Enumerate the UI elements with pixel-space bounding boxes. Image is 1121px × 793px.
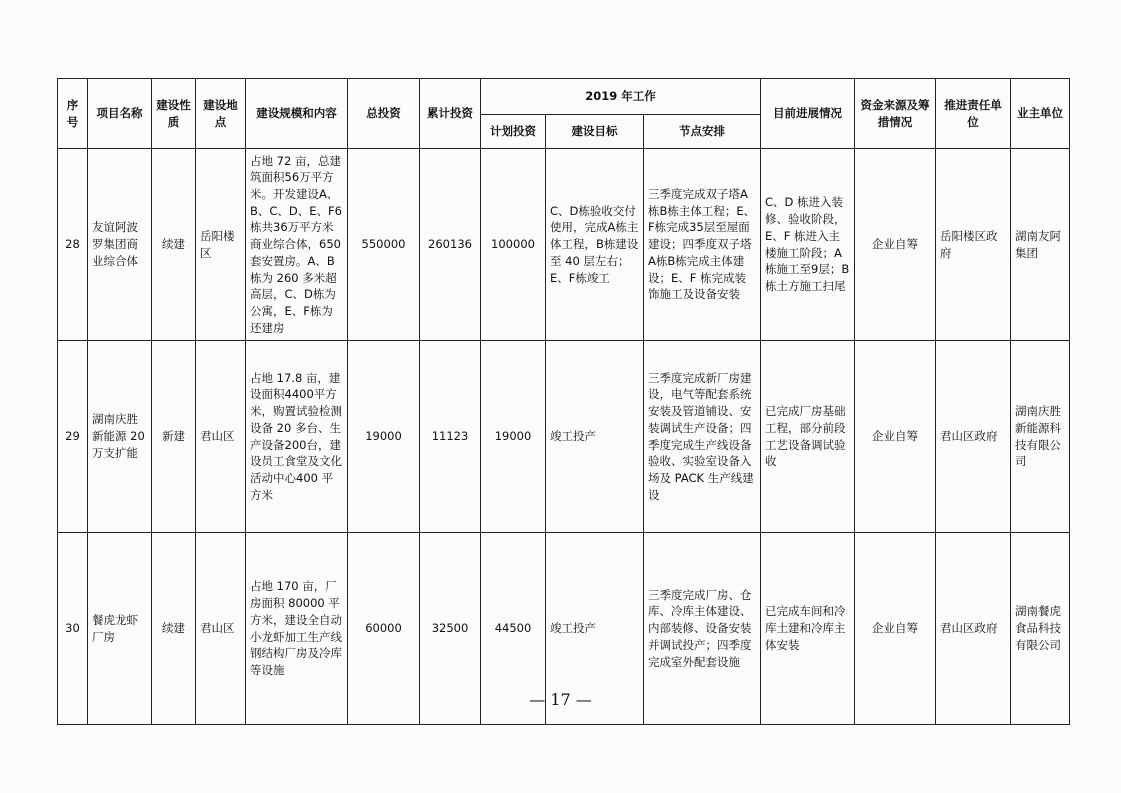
cell-nature: 续建 (152, 149, 196, 341)
header-scale: 建设规模和内容 (246, 79, 348, 149)
cell-responsible: 岳阳楼区政府 (936, 149, 1011, 341)
table-header (58, 79, 1070, 149)
cell-name: 湖南庆胜新能源 20 万支扩能 (88, 341, 152, 533)
cell-plan-invest: 100000 (481, 149, 546, 341)
cell-owner: 湖南庆胜新能源科技有限公司 (1011, 341, 1070, 533)
header-target: 建设目标 (546, 115, 644, 149)
cell-plan-invest: 44500 (481, 533, 546, 725)
header-cumulative: 累计投资 (420, 79, 481, 149)
cell-responsible: 君山区政府 (936, 533, 1011, 725)
cell-name: 餐虎龙虾厂房 (88, 533, 152, 725)
cell-cumulative: 32500 (420, 533, 481, 725)
cell-target: 竣工投产 (546, 533, 644, 725)
cell-progress: 已完成厂房基础工程，部分前段工艺设备调试验收 (761, 341, 855, 533)
cell-funding: 企业自筹 (855, 533, 936, 725)
cell-scale: 占地 170 亩，厂房面积 80000 平方米，建设全自动小龙虾加工生产线钢结构厂房及冷库等设施 (246, 533, 348, 725)
cell-milestones: 三季度完成新厂房建设，电气等配套系统安装及管道铺设、安装调试生产设备；四季度完成生产线设备验收、实验室设备入场及 PACK 生产线建设 (644, 341, 761, 533)
header-nature: 建设性质 (152, 79, 196, 149)
cell-progress: C、D 栋进入装修、验收阶段，E、F 栋进入主楼施工阶段；A 栋施工至9层；B 栋土方施工扫尾 (761, 149, 855, 341)
cell-nature: 新建 (152, 341, 196, 533)
cell-name: 友谊阿波罗集团商业综合体 (88, 149, 152, 341)
cell-location: 岳阳楼区 (196, 149, 246, 341)
header-responsible: 推进责任单 位 (936, 79, 1011, 149)
table-body (58, 149, 1070, 725)
table-row (58, 149, 1070, 341)
header-owner: 业主单位 (1011, 79, 1070, 149)
header-year-work: 2019 年工作 (481, 79, 761, 115)
cell-seq: 28 (58, 149, 88, 341)
cell-target: 竣工投产 (546, 341, 644, 533)
cell-seq: 30 (58, 533, 88, 725)
cell-target: C、D栋验收交付使用，完成A栋主体工程，B栋建设至 40 层左右；E、F栋竣工 (546, 149, 644, 341)
project-table (57, 78, 1070, 725)
header-name: 项目名称 (88, 79, 152, 149)
header-seq: 序号 (58, 79, 88, 149)
header-funding: 资金来源及筹措情况 (855, 79, 936, 149)
header-plan-invest: 计划投资 (481, 115, 546, 149)
cell-responsible: 君山区政府 (936, 341, 1011, 533)
cell-progress: 已完成车间和冷库土建和冷库主体安装 (761, 533, 855, 725)
header-progress: 目前进展情况 (761, 79, 855, 149)
cell-milestones: 三季度完成厂房、仓库、冷库主体建设、内部装修、设备安装并调试投产；四季度完成室外配套设施 (644, 533, 761, 725)
header-milestones: 节点安排 (644, 115, 761, 149)
cell-owner: 湖南餐虎食品科技有限公司 (1011, 533, 1070, 725)
page-number: — 17 — (529, 690, 592, 709)
cell-funding: 企业自筹 (855, 341, 936, 533)
cell-cumulative: 11123 (420, 341, 481, 533)
cell-scale: 占地 72 亩，总建筑面积56万平方米。开发建设A、B、C、D、E、F6栋共36万平方米商业综合体，650套安置房。A、B栋为 260 多米超高层，C、D栋为公寓，E、F栋为还建房 (246, 149, 348, 341)
cell-total: 550000 (348, 149, 420, 341)
table-row (58, 341, 1070, 533)
cell-total: 60000 (348, 533, 420, 725)
header-location: 建设地点 (196, 79, 246, 149)
cell-funding: 企业自筹 (855, 149, 936, 341)
cell-total: 19000 (348, 341, 420, 533)
cell-scale: 占地 17.8 亩，建设面积4400平方米，购置试验检测设备 20 多台、生产设备200台，建设员工食堂及文化活动中心400 平方米 (246, 341, 348, 533)
cell-milestones: 三季度完成双子塔A栋B栋主体工程；E、F栋完成35层至屋面建设；四季度双子塔A栋B栋完成主体建设；E、F 栋完成装饰施工及设备安装 (644, 149, 761, 341)
cell-cumulative: 260136 (420, 149, 481, 341)
cell-owner: 湖南友阿集团 (1011, 149, 1070, 341)
cell-seq: 29 (58, 341, 88, 533)
cell-location: 君山区 (196, 341, 246, 533)
cell-nature: 续建 (152, 533, 196, 725)
cell-plan-invest: 19000 (481, 341, 546, 533)
header-total: 总投资 (348, 79, 420, 149)
cell-location: 君山区 (196, 533, 246, 725)
